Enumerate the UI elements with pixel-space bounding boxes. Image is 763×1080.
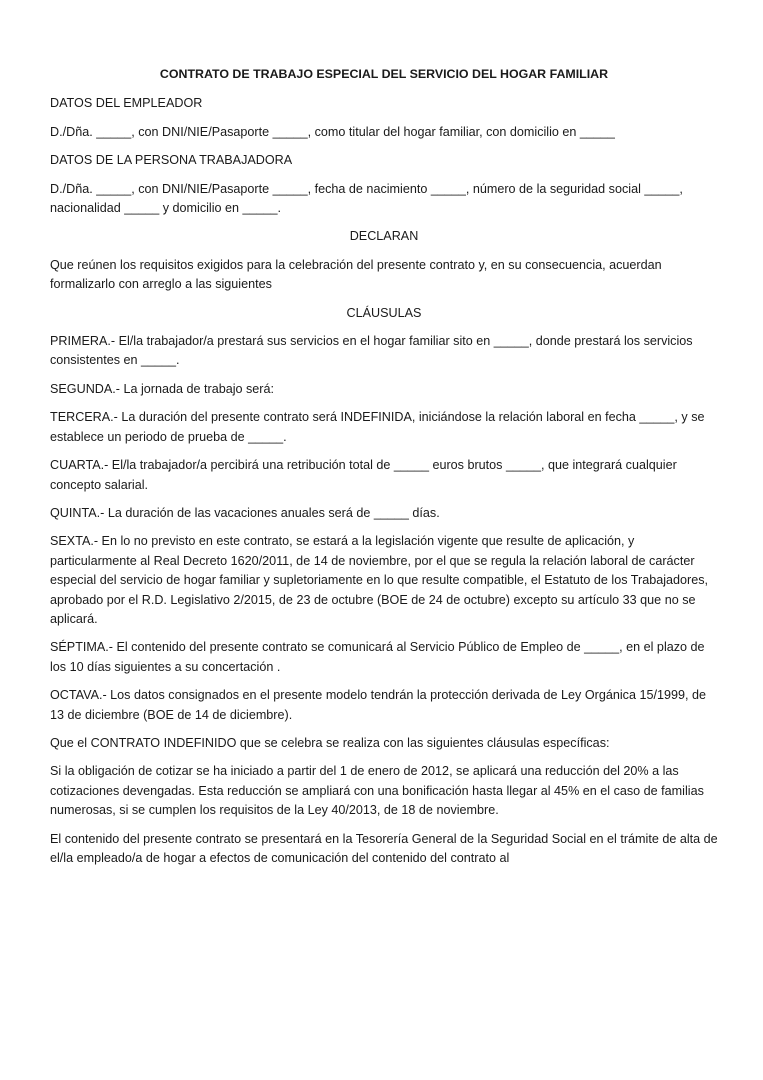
- worker-heading: DATOS DE LA PERSONA TRABAJADORA: [50, 153, 293, 168]
- clause-octava: OCTAVA.- Los datos consignados en el presente modelo tendrán la protección derivada de Ley Orgánica 15/1999, de 13 de diciembre (BOE de 14 de diciembre).: [50, 688, 706, 722]
- clausulas-heading: CLÁUSULAS: [346, 305, 422, 320]
- clause-segunda: SEGUNDA.- La jornada de trabajo será:: [50, 381, 275, 396]
- clause-tercera: TERCERA.- La duración del presente contrato será INDEFINIDA, iniciándose la relación laboral en fecha _____, y se establece un periodo de prueba de _____.: [50, 410, 705, 444]
- declaran-heading: DECLARAN: [349, 229, 419, 244]
- employer-details: D./Dña. _____, con DNI/NIE/Pasaporte _____, como titular del hogar familiar, con domicilio en _____: [50, 124, 615, 139]
- declaran-text: Que reúnen los requisitos exigidos para la celebración del presente contrato y, en su consecuencia, acuerdan formalizarlo con arreglo a las siguientes: [50, 257, 662, 292]
- document-title: CONTRATO DE TRABAJO ESPECIAL DEL SERVICIO DEL HOGAR FAMILIAR: [159, 67, 609, 81]
- clause-quinta: QUINTA.- La duración de las vacaciones anuales será de _____ días.: [50, 505, 440, 520]
- reduction-text: Si la obligación de cotizar se ha iniciado a partir del 1 de enero de 2012, se aplicará una reducción del 20% a las cotizaciones devengadas. Esta reducción se ampliará con una bonificación hasta llegar al 45% en el caso de familias numerosas, si se cumplen los requisitos de la Ley 40/2013, de 18 de noviembre.: [50, 764, 704, 818]
- tesoreria-text: El contenido del presente contrato se presentará en la Tesorería General de la Seguridad Social en el trámite de alta de el/la empleado/a de hogar a efectos de comunicación del contenido del contrato al: [50, 831, 718, 865]
- employer-heading: DATOS DEL EMPLEADOR: [50, 96, 203, 111]
- document-page: [50, 58, 718, 877]
- indefinido-text: Que el CONTRATO INDEFINIDO que se celebra se realiza con las siguientes cláusulas específicas:: [50, 735, 610, 750]
- clause-septima: SÉPTIMA.- El contenido del presente contrato se comunicará al Servicio Público de Empleo de _____, en el plazo de los 10 días siguientes a su concertación .: [50, 640, 705, 674]
- clause-sexta: SEXTA.- En lo no previsto en este contrato, se estará a la legislación vigente que resulte de aplicación, y particularmente al Real Decreto 1620/2011, de 14 de noviembre, por el que se regula la relación laboral de carácter especial del servicio de hogar familiar y supletoriamente en lo que resulte compatible, el Estatuto de los Trabajadores, aprobado por el R.D. Legislativo 2/2015, de 23 de octubre (BOE de 24 de octubre) excepto su artículo 33 que no se aplicará.: [50, 534, 709, 626]
- clause-cuarta: CUARTA.- El/la trabajador/a percibirá una retribución total de _____ euros brutos _____, que integrará cualquier concepto salarial.: [50, 458, 677, 492]
- clause-primera: PRIMERA.- El/la trabajador/a prestará sus servicios en el hogar familiar sito en _____, donde prestará los servicios consistentes en _____.: [50, 334, 693, 368]
- worker-details: D./Dña. _____, con DNI/NIE/Pasaporte _____, fecha de nacimiento _____, número de la seguridad social _____, nacionalidad _____ y domicilio en _____.: [50, 181, 683, 216]
